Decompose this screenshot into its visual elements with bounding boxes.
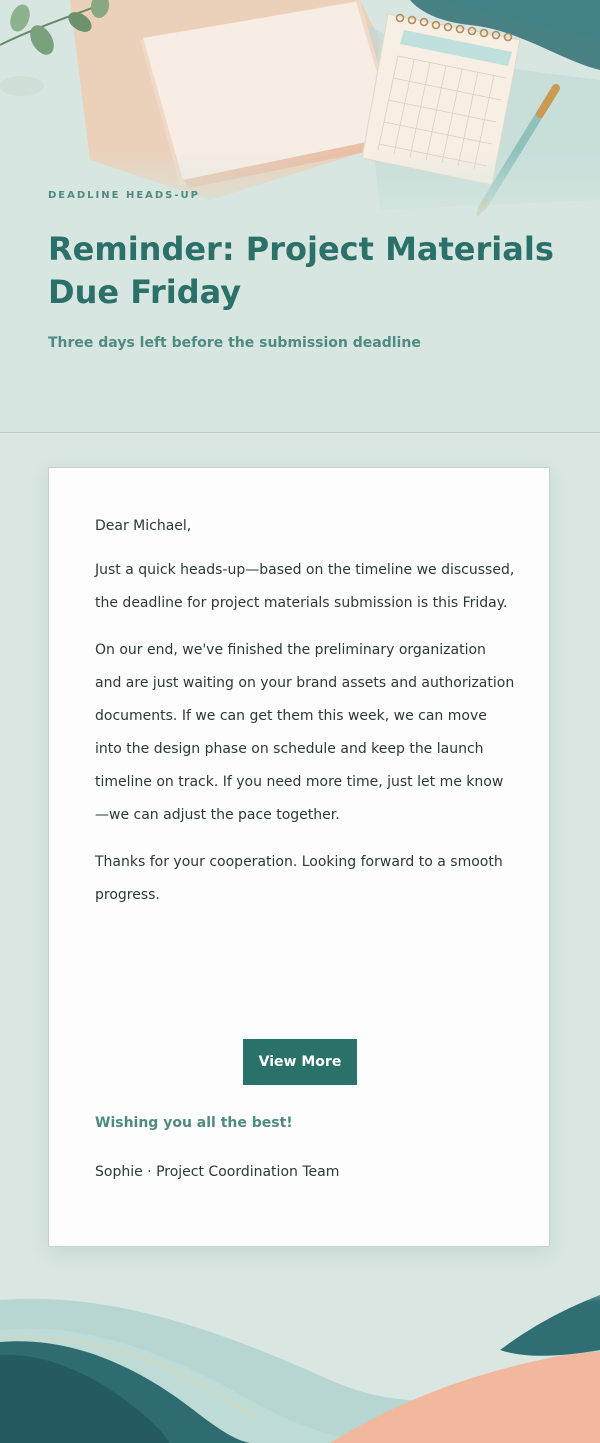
cta-container [49, 1039, 551, 1085]
greeting: Dear Michael, [95, 518, 192, 534]
eyebrow-label: DEADLINE HEADS-UP [48, 190, 200, 201]
header-divider [0, 432, 600, 433]
wave-illustration [0, 1280, 600, 1443]
email-body-card [48, 467, 550, 1247]
email-header [0, 0, 600, 432]
closing-line: Wishing you all the best! [95, 1115, 293, 1131]
email-subtitle: Three days left before the submission deadline [48, 335, 421, 351]
signature: Sophie · Project Coordination Team [95, 1164, 340, 1180]
body-paragraph: Just a quick heads-up—based on the timeline we discussed, the deadline for project materials submission is this Friday. [95, 562, 515, 611]
view-more-button[interactable]: View More [243, 1039, 357, 1085]
email-title: Reminder: Project Materials Due Friday [48, 230, 554, 311]
body-paragraph: Thanks for your cooperation. Looking forward to a smooth progress. [95, 854, 503, 903]
body-paragraph: On our end, we've finished the preliminary organization and are just waiting on your brand assets and authorization documents. If we can get them this week, we can move into the design phase on schedule and keep the launch timeline on track. If you need more time, just let me know—we can adjust the pace together. [95, 642, 515, 823]
email-body-content [95, 516, 515, 926]
